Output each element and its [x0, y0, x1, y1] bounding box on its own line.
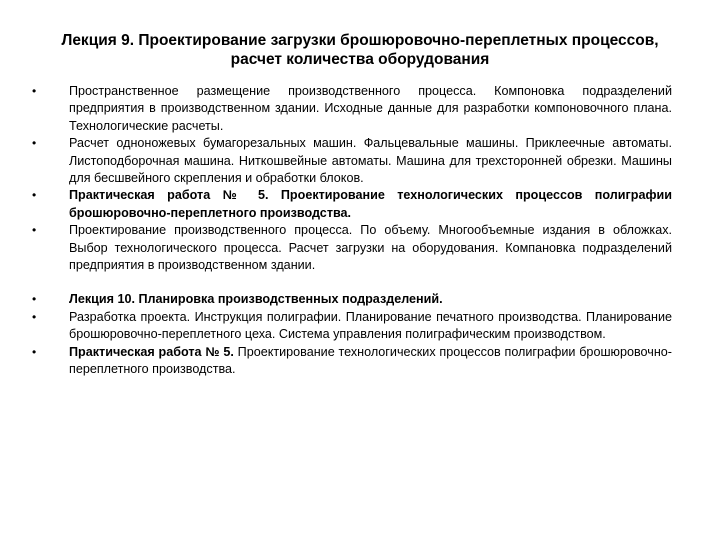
bullet-icon: • — [32, 309, 37, 324]
list-item-text: Расчет одноножевых бумагорезальных машин. Фальцевальные машины. Приклеечные автоматы. Листоподборочная машина. Ниткошвейные автоматы. Машина для трехсторонней обрезки. Машины для бесшвейного скрепления и обработки блоков. — [69, 136, 672, 186]
list-item — [0, 135, 672, 187]
group-spacer — [0, 274, 720, 291]
list-item-bold: Лекция 10. Планировка производственных подразделений. — [69, 292, 443, 307]
list-item-text: Пространственное размещение производственного процесса. Компоновка подразделений предприятия в производственном здании. Исходные данные для разработки компоновочного плана. Технологические расчеты. — [69, 84, 672, 133]
list-item-text: Проектирование производственного процесса. По объему. Многообъемные издания в обложках. Выбор технологического процесса. Расчет загрузки на оборудования. Компановка подразделений предприятия в производственном здании. — [69, 223, 672, 273]
list-item — [0, 222, 672, 274]
bullet-icon: • — [32, 84, 37, 98]
bullet-icon: • — [32, 136, 37, 151]
slide-title — [40, 31, 680, 69]
list-item-text: Разработка проекта. Инструкция полиграфии. Планирование печатного производства. Планирование брошюровочно-переплетного цеха. Система управления полиграфическим производством. — [69, 309, 672, 342]
bullet-icon: • — [32, 292, 37, 307]
bullet-icon: • — [32, 223, 37, 238]
list-item — [0, 344, 672, 379]
title-line-1: Лекция 9. Проектирование загрузки брошюровочно-переплетных процессов, — [61, 32, 659, 49]
list-item-text: Проектирование технологических процессов полиграфии брошюровочно-переплетного производства. — [69, 344, 672, 377]
title-line-2: расчет количества оборудования — [230, 51, 490, 68]
bullet-icon: • — [32, 188, 37, 203]
list-item — [0, 309, 672, 344]
bullet-icon: • — [32, 344, 37, 359]
bullet-list — [0, 83, 720, 379]
list-item-bold: Практическая работа № 5. Проектирование технологических процессов полиграфии брошюровочно-переплетного производства. — [69, 188, 672, 220]
list-item — [0, 187, 672, 222]
list-item — [0, 291, 672, 308]
list-item-bold: Практическая работа № 5. — [69, 344, 234, 359]
list-item — [0, 83, 672, 135]
